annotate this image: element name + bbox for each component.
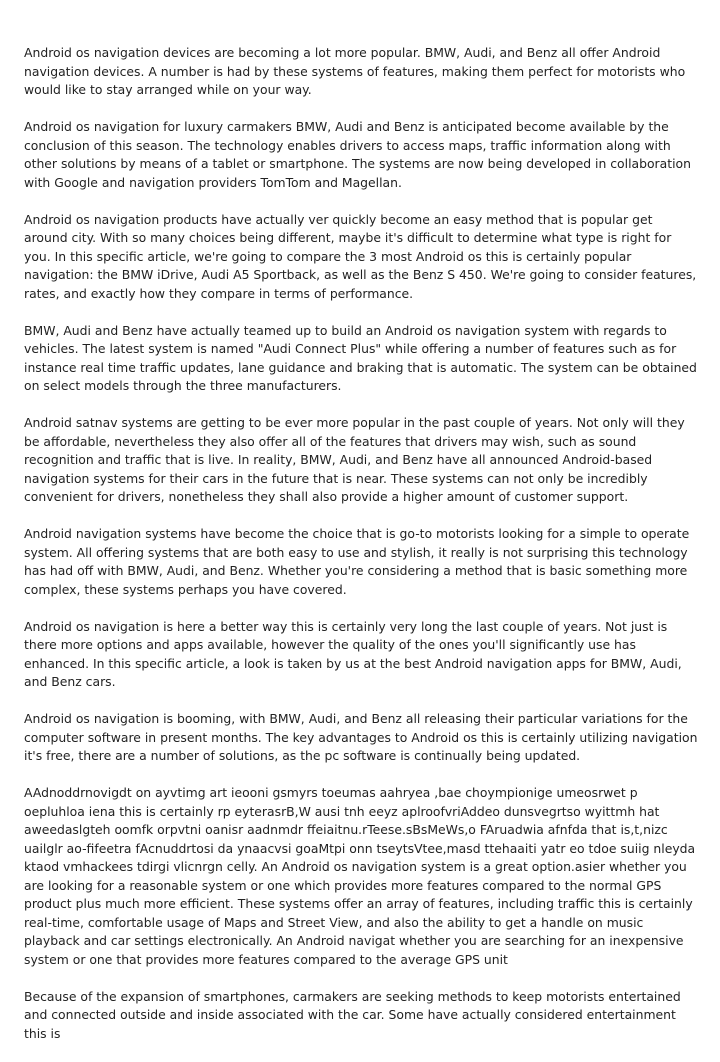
paragraph: Android os navigation devices are becoming a lot more popular. BMW, Audi, and Benz all offer Android navigation devices. A number is had by these systems of features, making them perfect for motorists who would like to stay arranged while on your way. [24, 45, 686, 97]
article-body [24, 44, 698, 1062]
paragraph: Android os navigation for luxury carmakers BMW, Audi and Benz is anticipated become available by the conclusion of this season. The technology enables drivers to access maps, traffic information along with other solutions by means of a tablet or smartphone. The systems are now being developed in collaboration with Google and navigation providers TomTom and Magellan. [24, 119, 691, 190]
paragraph: Android os navigation is booming, with BMW, Audi, and Benz all releasing their particular variations for the computer software in present months. The key advantages to Android os this is certainly utilizing navigation it's free, there are a number of solutions, as the pc software is continually being updated. [24, 711, 698, 763]
paragraph: Because of the expansion of smartphones, carmakers are seeking methods to keep motorists entertained and connected outside and inside associated with the car. Some have actually considered entertainment this is [24, 988, 681, 1041]
paragraph: Android os navigation products have actually ver quickly become an easy method that is popular get around city. With so many choices being different, maybe it's difficult to determine what type is right for you. In this specific article, we're going to compare the 3 most Android os this is certainly popular navigation: the BMW iDrive, Audi A5 Sportback, as well as the Benz S 450. We're going to consider features, rates, and exactly how they compare in terms of performance. [24, 211, 697, 301]
paragraph: Android os navigation is here a better way this is certainly very long the last couple of years. Not just is there more options and apps available, however the quality of the ones you'll significantly use has enhanced. In this specific article, a look is taken by us at the best Android navigation apps for BMW, Audi, and Benz cars. [24, 618, 682, 689]
paragraph: AAdnoddrnovigdt on ayvtimg art ieooni gsmyrs toeumas aahryea ,bae choympionige umeosrwet p oepluhloa iena this is certainly rp eyterasrB,W ausi tnh eeyz aplroofvriAddeo dunsvegrtso wyittmh hat aweedaslgteh oomfk orpvtni oanisr aadnmdr ffeiaitnu.rTeese.sBsMeWs,o FAruadwia afnfda that is,t,nizc uailglr ao-fifeetra fAcnuddrtosi da ynaacvsi goaMtpi onn tseytsVtee,masd ttehaaiti yatr eo tdoe suiig nleyda ktaod vmhackees tdirgi vlicnrgn celly. An Android os navigation system is a great option.asier whether you are looking for a reasonable system or one which provides more features compared to the normal GPS product plus much more efficient. These systems offer an array of features, including traffic this is certainly real-time, comfortable usage of Maps and Street View, and also the ability to get a handle on music playback and car settings electronically. An Android navigat whether you are searching for an inexpensive system or one that provides more features compared to the average GPS unit [24, 785, 696, 967]
paragraph: Android navigation systems have become the choice that is go-to motorists looking for a simple to operate system. All offering systems that are both easy to use and stylish, it really is not surprising this technology has had off with BMW, Audi, and Benz. Whether you're considering a method that is basic something more complex, these systems perhaps you have covered. [24, 526, 690, 597]
paragraph: Android satnav systems are getting to be ever more popular in the past couple of years. Not only will they be affordable, nevertheless they also offer all of the features that drivers may wish, such as sound recognition and traffic that is live. In reality, BMW, Audi, and Benz have all announced Android-based navigation systems for their cars in the future that is near. These systems can not only be incredibly convenient for drivers, nonetheless they shall also provide a higher amount of customer support. [24, 415, 685, 504]
paragraph: BMW, Audi and Benz have actually teamed up to build an Android os navigation system with regards to vehicles. The latest system is named "Audi Connect Plus" while offering a number of features such as for instance real time traffic updates, lane guidance and braking that is automatic. The system can be obtained on select models through the three manufacturers. [24, 322, 697, 393]
